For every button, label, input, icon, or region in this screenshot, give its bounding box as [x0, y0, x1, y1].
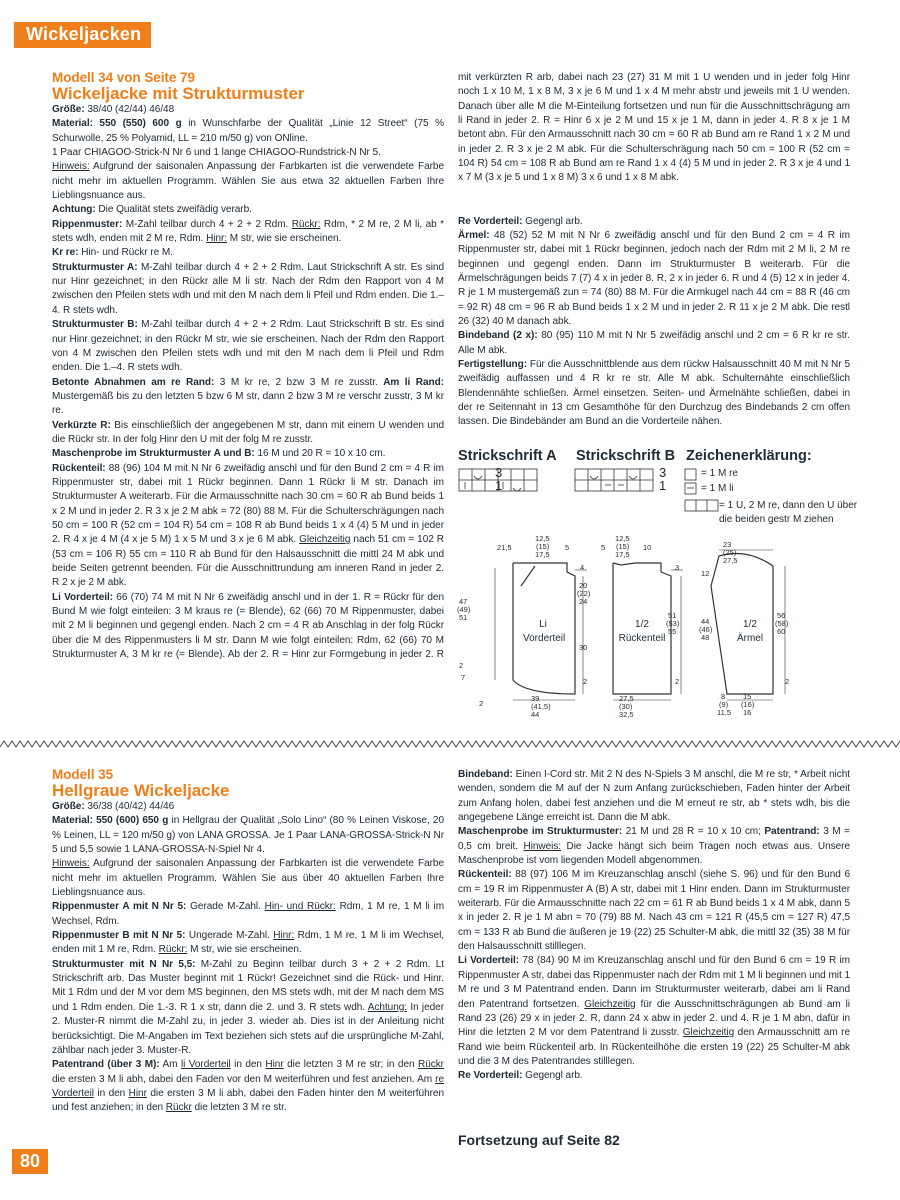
chart-b-title: Strickschrift B	[576, 448, 676, 464]
m35-re-vorderteil: Re Vorderteil: Gegengl arb.	[458, 1070, 583, 1082]
m34-li-vorderteil-cont: mit verkürzten R arb, dabei nach 23 (27) 31 M mit 1 U wenden und in jeder folg Hinr noch 1 x 10 M, 1 x 8 M, 3 x je 6 M und 1 x 4 M mehr abstr und jeweils mit 1 U wenden. Danach über alle M die M-Einteilung fortsetzen und nun für die Ausschnittschrägung am li Rand in jeder 2. R = Hinr 6 x je 2 M und 15 x je 1 M, dann in jeder 4. R 8 x je 1 M betont abn. Für den Armausschnitt nach 30 cm = 60 R ab Bund am re Rand 1 x 2 M und in jeder 2. R 3 x je 2 M abk. Für die Schulterschrägung nach 50 cm = 100 R (52 cm = 104 R) 54 cm = 108 R ab Bund am re Rand 1 x 4 (4) 5 M und in jeder 2. R 3 x je 4 und 1 x 7 M (3 x je 5 und 1 x 8 M) 3 x 6 und 1 x 8 M abk.	[458, 71, 850, 184]
m34-re-vorderteil: Re Vorderteil: Gegengl arb.	[458, 215, 583, 227]
m34-kr-re: Kr re: Hin- und Rückr re M.	[52, 247, 173, 259]
model-35-column-right	[458, 768, 850, 1084]
m35-strukturmuster: Strukturmuster mit N Nr 5,5: M-Zahl zu Beginn teilbar durch 3 + 2 + 2 Rdm. Lt Strickschrift arb. Das Muster beginnt mit 1 Rückr! Gezeichnet sind die Rück- und Hinr. Mit 1 Rdm und der M vor dem MS beginnen, den MS stets wdh, mit der M nach dem MS und 1 Rdm enden. Die 1.-3. R 1 x str, dann die 2. und 3. R stets wdh. Achtung: In jeder 2. Muster-R nimmt die M-Zahl zu, in jeder 3. wieder ab. Dies ist in der Anleitung nicht berücksichtigt. Die M-Angaben im Text beziehen sich stets auf die ursprüngliche M-Zahl, zählbar nach jeder 3. Muster-R.	[52, 958, 444, 1056]
m35-hinweis: Hinweis: Aufgrund der saisonalen Anpassung der Farbkarten ist die verwendete Farbe nicht mehr im aktuellen Programm. Wählen Sie aus über 40 aktuellen Farben Ihre Lieblingsnuance aus.	[52, 858, 444, 899]
m35-rueckenteil: Rückenteil: 88 (97) 106 M im Kreuzanschlag anschl (siehe S. 96) und für den Bund 6 cm = 19 R im Rippenmuster A (B) A str, dabei mit 1 Hinr enden. Dann im Strukturmuster weiterarb. Für die Armausschnitte nach 22 cm = 61 R ab Bund beids 1 x 4 M abk, dann 5 x in jeder 2. R je 1 M abn = 70 (79) 88 M. Nach 43 cm = 121 R (45,5 cm = 127 R) 47,5 cm = 133 R ab Bund die äußeren je 19 (22) 25 Schulter-M abk, die mittl 32 (35) 38 M für den Halsausschnitt stilllegen.	[458, 869, 850, 953]
model-34-column-right	[458, 71, 850, 430]
model-35-number: Modell 35	[52, 767, 114, 782]
m34-hinweis: Hinweis: Aufgrund der saisonalen Anpassung der Farbkarten ist die verwendete Farbe nicht mehr im aktuellen Programm. Wählen Sie aus etwa 32 aktuellen Farben Ihre Lieblingsnuance aus.	[52, 161, 444, 202]
model-35-column-left	[52, 768, 444, 1116]
charts-and-schematics: Strickschrift A Strickschrift B Zeichenerklärung: 3 1 3 1 = 1 M re = 1 M li = 1 U, 2 M re, dann den U über die beiden gestr M ziehen Li Vorderteil 1/2 Rückenteil 1/2 Ärmel 12,5 (15) 17,5 21,5 5 5 12,5 (15) 17,5 10 4 3 20 (22) 24 47 (49) 51 51 (53) 55 30 2 7 2 2 2 2 39 (41,5) 44 27,5 (30) 32,5 23 (25) 27,5 12 44 (46) 48 56 (58) 60 8 (9) 11,5 15 (16) 16	[455, 448, 855, 723]
m34-nadeln: 1 Paar CHIAGOO-Strick-N Nr 6 und 1 lange CHIAGOO-Rundstrick-N Nr 5.	[52, 147, 381, 159]
model-34-column-left	[52, 71, 444, 662]
chart-b-row-1: 1	[659, 478, 667, 493]
m34-rueckenteil: Rückenteil: 88 (96) 104 M mit N Nr 6 zweifädig anschl und für den Bund 2 cm = 4 R im Rippenmuster str, dabei mit 1 Rückr beginnen. Dann 1 Rückr li M str. Danach im Strukturmuster A weiterarb. Für die Armausschnitte nach 30 cm = 60 R ab Bund beids 1 x 2 M und in jeder 2. R 3 x je 2 M abk = 72 (80) 88 M. Für die Schulterschrägungen nach 50 cm = 100 R (52 cm = 104 R) 54 cm = 108 R ab Bund beids 1 x 4 (4) 5 M und in jeder 2. R 4 x je 4 M (4 x je 5 M) 1 x 5 M und 3 x je 6 M abk. Gleichzeitig nach 51 cm = 102 R (53 cm = 106 R) 55 cm = 110 R ab Bund für den Halsausschnitt die mittl 24 M abk und beide Seiten getrennt beenden. Für die Ausschnittrundung am inneren Rand in jeder 2. R 2 x je 2 M abk.	[52, 462, 444, 589]
m35-rippenmuster-a: Rippenmuster A mit N Nr 5: Gerade M-Zahl. Hin- und Rückr: Rdm, 1 M re, 1 M li im Wechsel, Rdm.	[52, 901, 445, 927]
m34-maschenprobe: Maschenprobe im Strukturmuster A und B: 16 M und 20 R = 10 x 10 cm.	[52, 448, 386, 460]
chart-a-row-3: 3	[495, 465, 503, 480]
model-34-title: Wickeljacke mit Strukturmuster	[52, 84, 305, 103]
model-35-title: Hellgraue Wickeljacke	[52, 781, 230, 800]
model-34-number: Modell 34 von Seite 79	[52, 70, 195, 85]
legend-item-u: = 1 U, 2 M re, dann den U über die beiden gestr M ziehen	[719, 500, 858, 525]
m35-rippenmuster-b: Rippenmuster B mit N Nr 5: Ungerade M-Zahl. Hinr: Rdm, 1 M re, 1 M li im Wechsel, enden mit 1 M re, Rdm. Rückr: M str, wie sie erscheinen.	[52, 930, 444, 956]
zigzag-divider	[0, 738, 900, 750]
m34-aermel: Ärmel: 48 (52) 52 M mit N Nr 6 zweifädig anschl und für den Bund 2 cm = 4 R im Rippenmuster str, dabei mit 1 Rückr beginnen, jedoch nach der Rdm mit 2 M li, 2 M re beginnen und gegengl enden. Dann im Strukturmuster B weiterarb. Für die Ärmelschrägungen beids 7 (7) 4 x in jeder 8. R, 2 x in jeder 6. R und 4 (5) 12 x in jeder 4. R je 1 M mustergemäß zun = 74 (80) 88 M. Für die Armkugel nach 44 cm = 88 R (46 cm = 92 R) 48 cm = 96 R ab Bund beids 1 x 2 M und in jeder 2. R 11 x je 2 M abk. Die restl 26 (32) 40 M danach abk.	[458, 229, 850, 327]
aermel-label: 1/2 Ärmel	[736, 619, 764, 644]
m35-bindeband: Bindeband: Einen I-Cord str. Mit 2 N des N-Spiels 3 M anschl, die M re str, * Arbeit nicht wenden, sondern die M auf der N zum Anfang zurückschieben, Faden hinter der Arbeit zum Anfang holen, dabei fest anziehen und die M erneut re str, ab * stets wdh, bis die angegebene Länge erreicht ist. Dann die M abk.	[458, 769, 850, 824]
section-header: Wickeljacken	[14, 22, 151, 48]
legend-item-re: = 1 M re	[701, 468, 738, 479]
m35-patentrand: Patentrand (über 3 M): Am li Vorderteil in den Hinr die letzten 3 M re str; in den Rückr die ersten 3 M li abh, dabei den Faden vor den M weiterführen und fest anziehen. Am re Vorderteil in den Hinr die ersten 3 M li abh, dabei den Faden hinter den M weiterführen und fest anziehen; in den Rückr die letzten 3 M re str.	[52, 1059, 444, 1114]
m34-verkuerzte-r: Verkürzte R: Bis einschließlich der angegebenen M str, dann mit einem U wenden und die Rückr str. In der folg Hinr den U mit der folg M re zusstr.	[52, 419, 444, 445]
m34-groesse: Größe: 38/40 (42/44) 46/48	[52, 104, 175, 115]
m34-rippenmuster: Rippenmuster: M-Zahl teilbar durch 4 + 2 + 2 Rdm. Rückr: Rdm, * 2 M re, 2 M li, ab * stets wdh, enden mit 2 M re, Rdm. Hinr: M str, wie sie erscheinen.	[52, 218, 444, 245]
m34-betonte-abnahmen: Betonte Abnahmen am re Rand: 3 M kr re, 2 bzw 3 M re zusstr. Am li Rand: Mustergemäß bis zu den letzten 5 bzw 6 M str, dann 2 bzw 3 M re verschr zusstr, 3 M kr re.	[52, 376, 445, 417]
m35-maschenprobe: Maschenprobe im Strukturmuster: 21 M und 28 R = 10 x 10 cm; Patentrand: 3 M = 0,5 cm breit. Hinweis: Die Jacke hängt sich beim Tragen noch etwas aus. Unsere Maschenprobe ist vom liegenden Modell abgenommen.	[458, 826, 850, 867]
m34-strukturmuster-b: Strukturmuster B: M-Zahl teilbar durch 4 + 2 + 2 Rdm. Laut Strickschrift B str. Es sind nur Hinr gezeichnet; in den Rückr M str, wie sie erscheinen. Nach der Rdm den Rapport von 4 M zwischen den Pfeilen stets wdh und mit den M nach dem li Pfeil und Rdm enden. Die 1.–4. R stets wdh.	[52, 319, 444, 374]
m34-bindeband: Bindeband (2 x): 80 (95) 110 M mit N Nr 5 zweifädig anschl und 2 cm = 6 R kr re str. Alle M abk.	[458, 330, 851, 356]
m35-material: Material: 550 (600) 650 g in Hellgrau der Qualität „Solo Lino“ (80 % Leinen Viskose, 20 % Leinen, LL = 120 m/50 g) von LANA GROSSA. Je 1 Paar LANA-GROSSA-Strick-N Nr 5 und 5,5 sowie 1 LANA-GROSSA-N-Spiel Nr 4.	[52, 815, 444, 856]
schematic-drawing	[455, 448, 855, 723]
m34-fertigstellung: Fertigstellung: Für die Ausschnittblende aus dem rückw Halsausschnitt 40 M mit N Nr 5 zweifädig auffassen und 4 R kr re str. Alle M abk. Schulternähte einschließlich Blendennähte schließen. Ärmel einsetzen. Seiten- und Ärmelnähte schließen, dabei in der re Seitennaht in 13 cm Gesamthöhe für den Durchzug des Bindebands 2 cm offen lassen. Die Bindebänder am Bund an die Vorderteile nähen.	[458, 358, 850, 428]
m35-groesse: Größe: 36/38 (40/42) 44/46	[52, 801, 175, 812]
chart-b-row-3: 3	[659, 465, 667, 480]
m34-achtung: Achtung: Die Qualität stets zweifädig verarb.	[52, 204, 252, 216]
m34-material: Material: 550 (550) 600 g in Wunschfarbe der Qualität „Linie 12 Street“ (75 % Schurwolle, 25 % Polyamid, LL = 210 m/50 g) von ONline.	[52, 118, 444, 144]
legend-title: Zeichenerklärung:	[686, 448, 812, 464]
page-number: 80	[12, 1149, 48, 1174]
li-vorderteil-label: Li Vorderteil	[523, 619, 566, 644]
m34-strukturmuster-a: Strukturmuster A: M-Zahl teilbar durch 4 + 2 + 2 Rdm. Laut Strickschrift A str. Es sind nur Hinr gezeichnet; in den Rückr alle M li str. Nach der Rdm den Rapport von 4 M zwischen den Pfeilen stets wdh und mit den M nach dem li Pfeil und Rdm enden. Die 1.–4. R stets wdh.	[52, 261, 444, 316]
rueckenteil-label: 1/2 Rückenteil	[618, 619, 666, 644]
chart-b-grid	[575, 469, 653, 491]
m34-li-vorderteil: Li Vorderteil: 66 (70) 74 M mit N Nr 6 zweifädig anschl und in der 1. R = Rückr für den Bund M wie folgt einteilen: 3 M kraus re (= Blende), 62 (66) 70 M Rippenmuster, dabei mit 2 M li beginnen und gegengl enden. Nach 2 cm = 4 R ab Anschlag in der folg Rückr über die M des Rippenmusters li M str. Dann M wie folgt einteilen: Rdm, 62 (66) 70 M Strukturmuster A, 3 M kr re (= Blende). Ab der 2. R = Hinr zur Formgebung in jeder 2. R	[52, 591, 444, 661]
continuation-note: Fortsetzung auf Seite 82	[458, 1132, 620, 1148]
legend-item-li: = 1 M li	[701, 483, 734, 494]
chart-a-title: Strickschrift A	[458, 448, 557, 464]
chart-a-row-1: 1	[495, 478, 503, 493]
m35-li-vorderteil: Li Vorderteil: 78 (84) 90 M im Kreuzanschlag anschl und für den Bund 6 cm = 19 R im Rippenmuster A str, dabei das Rippenmuster nach der Rdm mit 1 M li beginnen und mit 1 M re und 3 M Patentrand enden. Dann im Strukturmuster weiterarb, dabei am li Rand den Patentrand fortsetzen. Gleichzeitig für die Ausschnittschrägungen ab Bund am li Rand 23 (26) 29 x in jeder 2. R, dann 24 x abw in jeder 2. und 4. R je 1 M abn, dafür in Hinr die letzten 2 M vor dem Patentrand li zusstr. Gleichzeitig den Armausschnitt am re Rand wie beim Rückenteil arb. In Rückenteilhöhe die ersten 19 (22) 25 Schulter-M abk und die 3 M des Patentrandes stilllegen.	[458, 955, 851, 1067]
